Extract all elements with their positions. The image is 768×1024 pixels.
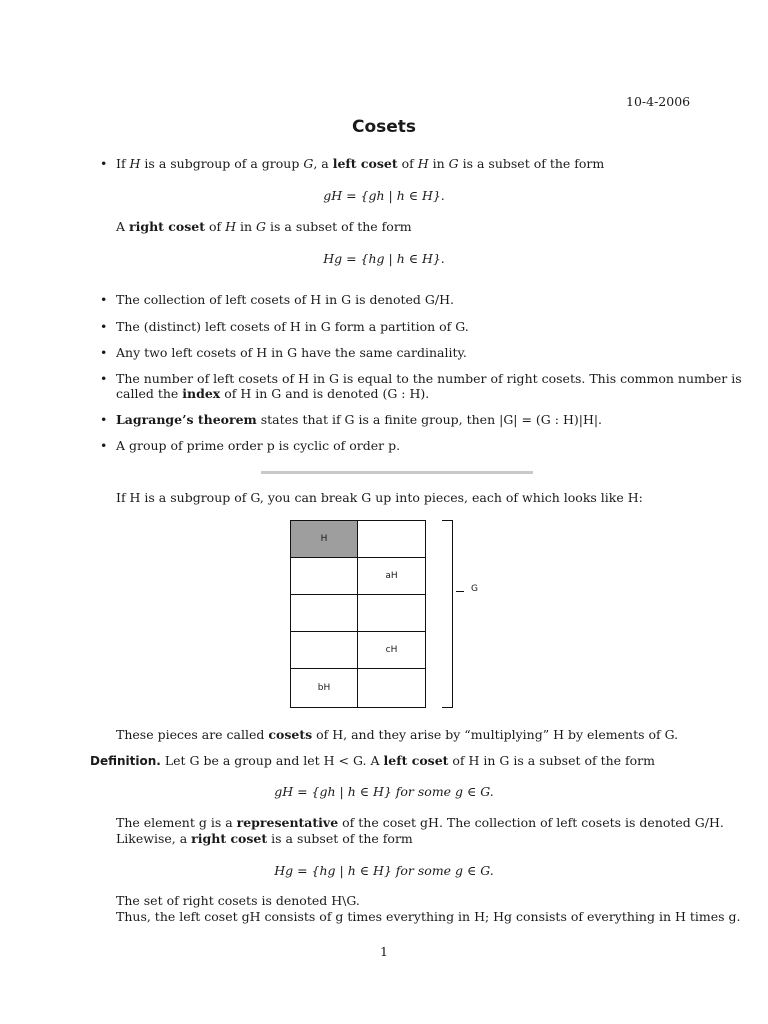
page-number: 1 xyxy=(380,944,388,959)
equation-right-coset: Hg = {hg | h ∈ H}. xyxy=(323,251,445,266)
bullet-item-left-coset: • If H is a subgroup of a group G, a left coset of H in G is a subset of the form xyxy=(100,156,605,171)
thus-text: Thus, the left coset gH consists of g times everything in H; Hg consists of everything in H times g. xyxy=(116,909,741,924)
cell-empty xyxy=(291,632,358,669)
definition-heading: Definition. xyxy=(90,754,161,768)
page-title: Cosets xyxy=(351,117,417,137)
likewise-text: Likewise, a right coset is a subset of the form xyxy=(116,831,413,846)
cell-empty xyxy=(291,558,358,595)
definition-line: Definition. Let G be a group and let H < G. A left coset of H in G is a subset of the form xyxy=(90,753,656,768)
bullet-icon: • xyxy=(100,319,108,334)
bullet-item-lagrange: • Lagrange’s theorem states that if G is a finite group, then |G| = (G : H)|H|. xyxy=(100,412,603,427)
coset-grid xyxy=(290,520,426,708)
cell-bh: bH xyxy=(291,669,358,707)
equation-right-coset-def: Hg = {hg | h ∈ H} for some g ∈ G. xyxy=(274,863,494,878)
bracket-tick xyxy=(456,591,464,592)
bullet-item-collection: • The collection of left cosets of H in G is denoted G/H. xyxy=(100,292,454,307)
equation-left-coset-def: gH = {gh | h ∈ H} for some g ∈ G. xyxy=(274,784,494,799)
right-coset-text: A right coset of H in G is a subset of the form xyxy=(116,219,412,234)
cell-empty xyxy=(358,595,425,632)
representative-text: The element g is a representative of the coset gH. The collection of left cosets is denoted G/H. xyxy=(116,815,724,830)
bullet-item-cardinality: • Any two left cosets of H in G have the same cardinality. xyxy=(100,345,467,360)
pieces-text: These pieces are called cosets of H, and they arise by “multiplying” H by elements of G. xyxy=(116,727,679,742)
coset-diagram xyxy=(290,520,478,710)
group-label: G xyxy=(471,584,478,594)
bullet-icon: • xyxy=(100,438,108,453)
cell-ah: aH xyxy=(358,558,425,595)
bullet-item-partition: • The (distinct) left cosets of H in G form a partition of G. xyxy=(100,319,469,334)
intro-text: If H is a subgroup of G, you can break G up into pieces, each of which looks like H: xyxy=(116,490,643,505)
bullet-item-prime-order: • A group of prime order p is cyclic of order p. xyxy=(100,438,401,453)
bullet-item-index-cont: called the index of H in G and is denoted (G : H). xyxy=(116,386,430,401)
cell-empty xyxy=(358,669,425,707)
bullet-icon: • xyxy=(100,412,108,427)
date: 10-4-2006 xyxy=(626,94,691,109)
cell-ch: cH xyxy=(358,632,425,669)
bullet-icon: • xyxy=(100,371,108,386)
group-bracket xyxy=(442,520,453,708)
section-divider xyxy=(261,471,533,474)
cell-empty xyxy=(291,595,358,632)
cell-empty xyxy=(358,521,425,558)
bullet-icon: • xyxy=(100,345,108,360)
bullet-icon: • xyxy=(100,156,108,171)
right-coset-set-text: The set of right cosets is denoted H\G. xyxy=(116,893,360,908)
bullet-icon: • xyxy=(100,292,108,307)
cell-h: H xyxy=(291,521,358,558)
equation-left-coset: gH = {gh | h ∈ H}. xyxy=(323,188,445,203)
bullet-item-index: • The number of left cosets of H in G is equal to the number of right cosets. This common number is xyxy=(100,371,742,386)
